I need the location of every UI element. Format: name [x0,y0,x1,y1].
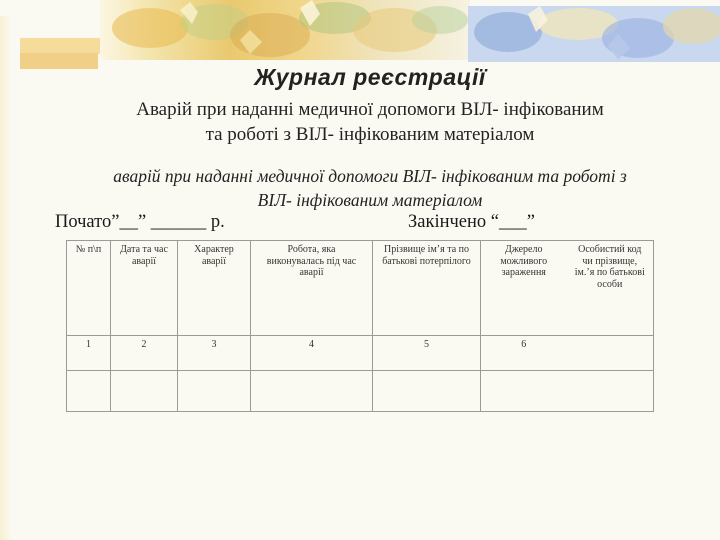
table-cell: 2 [111,336,178,371]
italic-line-2: ВІЛ- інфікованим матеріалом [257,190,483,210]
table-header-cell: Прізвище ім’я та по батькові потерпілого [373,241,481,336]
table-header-row [67,241,654,336]
table-cell: 5 [373,336,481,371]
page-title: Журнал реєстрації [254,64,486,90]
table-cell [251,371,373,412]
table-header-cell: Особистий код чи прізвище, ім.’я по батькові особи [567,241,654,336]
subtitle-line-2: та роботі з ВІЛ- інфікованим матеріалом [205,124,535,145]
finished-date-label: Закінчено “___” [408,212,535,232]
table-cell [373,371,481,412]
table-cell [178,371,251,412]
table-cell [67,371,111,412]
floral-banner-right-image [468,6,720,62]
italic-line-1: аварій при наданні медичної допомоги ВІЛ- інфікованим та роботі з [113,166,627,186]
subtitle-line-1: Аварій при наданні медичної допомоги ВІЛ- інфікованим [136,99,604,120]
table-cell [481,371,567,412]
table-header-cell: Дата та час аварії [111,241,178,336]
table-cell [567,371,654,412]
table-cell: 1 [67,336,111,371]
table-header-cell: Характер аварії [178,241,251,336]
table-number-row [67,336,654,371]
table-header-cell: Робота, яка виконувалась під час аварії [251,241,373,336]
left-decorative-strip [0,16,12,540]
table-cell: 6 [481,336,567,371]
table-cell [111,371,178,412]
table-cell: 3 [178,336,251,371]
table-cell: 4 [251,336,373,371]
table-cell [567,336,654,371]
table-row [67,371,654,412]
started-date-label: Почато”__” ______ р. [55,212,225,232]
table-header-cell: Джерело можливого зараження [481,241,567,336]
decorative-block [20,38,100,54]
table-header-cell: № п\п [67,241,111,336]
registration-table [66,240,654,412]
